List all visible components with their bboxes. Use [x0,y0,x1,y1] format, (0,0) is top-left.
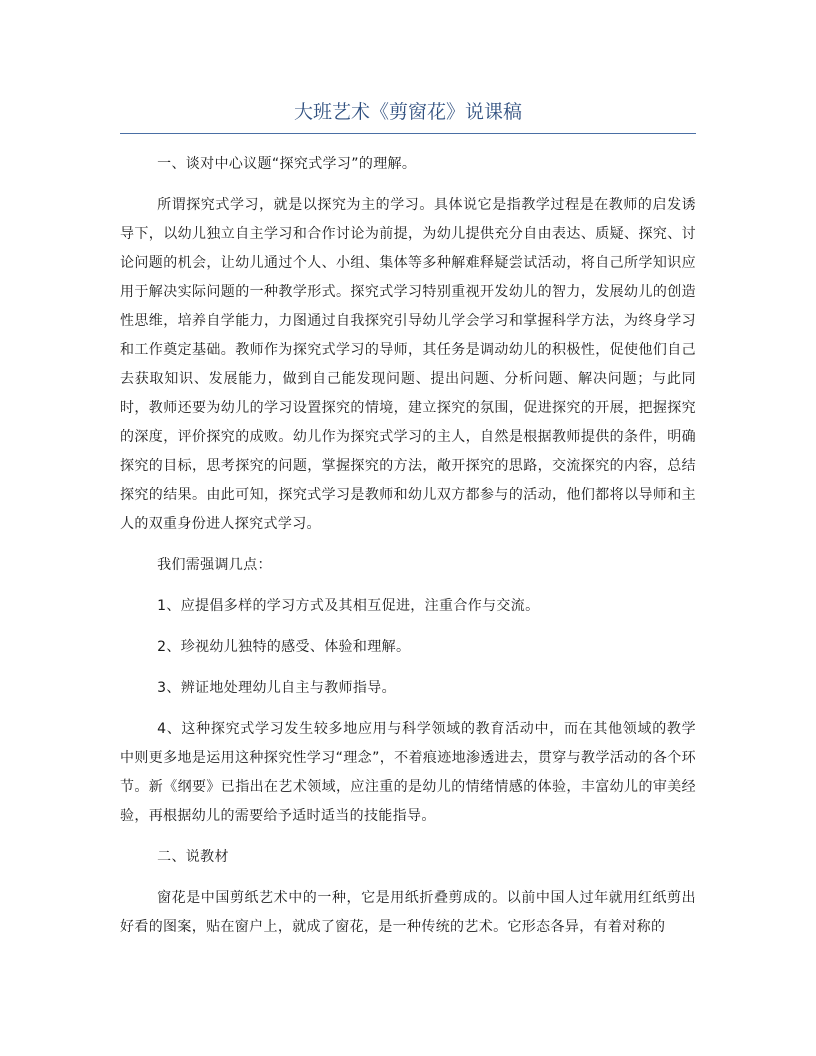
list-item-1: 1、应提倡多样的学习方式及其相互促进，注重合作与交流。 [157,598,540,614]
title-divider [120,133,696,134]
list-item-3: 3、辨证地处理幼儿自主与教师指导。 [157,680,396,696]
paragraph-emphasis-intro: 我们需强调几点： [157,557,272,573]
heading-section-1: 一、谈对中心议题“探究式学习”的理解。 [157,156,417,172]
paragraph-inquiry-learning: 所谓探究式学习，就是以探究为主的学习。具体说它是指教学过程是在教师的启发诱导下，以幼儿独立自主学习和合作讨论为前提，为幼儿提供充分自由表达、质疑、探究、讨论问题的机会，让幼儿通过个人、小组、集体等多种解难释疑尝试活动，将自己所学知识应用于解决实际问题的一种教学形式。探究式学习特别重视开发幼儿的智力，发展幼儿的创造性思维，培养自学能力，力图通过自我探究引导幼儿学会学习和掌握科学方法，为终身学习和工作奠定基础。教师作为探究式学习的导师，其任务是调动幼儿的积极性，促使他们自己去获取知识、发展能力，做到自己能发现问题、提出问题、分析问题、解决问题；与此同时，教师还要为幼儿的学习设置探究的情境，建立探究的氛围，促进探究的开展，把握探究的深度，评价探究的成败。幼儿作为探究式学习的主人，自然是根据教师提供的条件，明确探究的目标，思考探究的问题，掌握探究的方法，敞开探究的思路，交流探究的内容，总结探究的结果。由此可知，探究式学习是教师和幼儿双方都参与的活动，他们都将以导师和主人的双重身份进人探究式学习。 [120,197,696,532]
document-body [120,150,696,954]
document-title: 大班艺术《剪窗花》说课稿 [293,101,522,123]
list-item-2: 2、珍视幼儿独特的感受、体验和理解。 [157,639,411,655]
heading-section-2: 二、说教材 [157,849,229,865]
paragraph-window-flower: 窗花是中国剪纸艺术中的一种，它是用纸折叠剪成的。以前中国人过年就用红纸剪出好看的图案，贴在窗户上，就成了窗花，是一种传统的艺术。它形态各异，有着对称的 [120,890,696,935]
list-item-4: 4、这种探究式学习发生较多地应用与科学领域的教育活动中，而在其他领域的教学中则更多地是运用这种探究性学习“理念”，不着痕迹地渗透进去，贯穿与教学活动的各个环节。新《纲要》已指出在艺术领域，应注重的是幼儿的情绪情感的体验，丰富幼儿的审美经验，再根据幼儿的需要给予适时适当的技能指导。 [120,721,696,824]
